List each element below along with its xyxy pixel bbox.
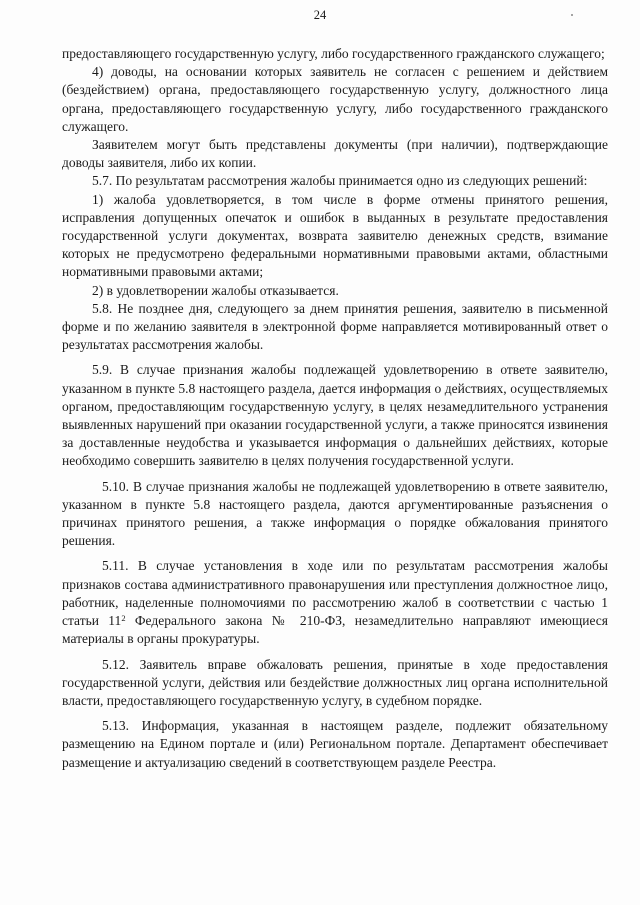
paragraph-documents: Заявителем могут быть представлены документы (при наличии), подтверждающие доводы заявителя, либо их копии.: [62, 137, 608, 171]
document-body: [62, 45, 608, 772]
paragraph-item-4: 4) доводы, на основании которых заявитель не согласен с решением и действием (бездействием) органа, предоставляющего государственную услугу, должностного лица органа, предоставляющего государственную услугу, либо государственного гражданского служащего.: [62, 64, 608, 134]
paragraph-5-10: 5.10. В случае признания жалобы не подлежащей удовлетворению в ответе заявителю, указанном в пункте 5.8 настоящего раздела, даются аргументированные разъяснения о причинах принятого решения, а также информация о порядке обжалования принятого решения.: [62, 478, 608, 549]
paragraph-5-9: 5.9. В случае признания жалобы подлежащей удовлетворению в ответе заявителю, указанном в пункте 5.8 настоящего раздела, дается информация о действиях, осуществляемых органом, предоставляющим государственную услугу, в целях незамедлительного устранения выявленных нарушений при оказании государственной услуги, а также приносятся извинения за доставленные неудобства и указывается информация о дальнейших действиях, которые необходимо совершить заявителю в целях получения государственной услуги.: [62, 362, 608, 469]
paragraph-5-11-text-end: Федерального закона № 210-ФЗ, незамедлительно направляют имеющиеся материалы в органы прокуратуры.: [62, 613, 609, 647]
scan-speck: [571, 14, 573, 16]
paragraph-5-11: [62, 557, 608, 648]
paragraph-5-11-text: 5.11. В случае установления в ходе или по результатам рассмотрения жалобы признаков состава административного правонарушения или преступления должностное лицо, работник, наделенные полномочиями по рассмотрению жалоб в соответствии с частью 1 статьи 11: [62, 558, 608, 629]
paragraph-5-7: 5.7. По результатам рассмотрения жалобы принимается одно из следующих решений:: [92, 173, 588, 189]
paragraph-5-13: 5.13. Информация, указанная в настоящем разделе, подлежит обязательному размещению на Едином портале и (или) Региональном портале. Департамент обеспечивает размещение и актуализацию сведений в соответствующем разделе Реестра.: [62, 718, 608, 770]
paragraph-5-8: 5.8. Не позднее дня, следующего за днем принятия решения, заявителю в письменной форме и по желанию заявителя в электронной форме направляется мотивированный ответ о результатах рассмотрения жалобы.: [62, 300, 608, 353]
paragraph-continuation: предоставляющего государственную услугу, либо государственного гражданского служащего;: [62, 46, 605, 61]
paragraph-5-12: 5.12. Заявитель вправе обжаловать решения, принятые в ходе предоставления государственной услуги, действия или бездействие должностных лиц органа исполнительной власти, предоставляющего государственную услугу, в судебном порядке.: [62, 656, 608, 708]
superscript: 2: [121, 613, 126, 624]
paragraph-5-7-item-2: 2) в удовлетворении жалобы отказывается.: [92, 282, 339, 298]
page-number: 24: [313, 8, 327, 22]
paragraph-5-7-item-1: 1) жалоба удовлетворяется, в том числе в форме отмены принятого решения, исправления допущенных опечаток и ошибок в выданных в результате предоставления государственной услуги документах, возврата заявителю денежных средств, взимание которых не предусмотрено федеральными нормативными правовыми актами, областными нормативными правовыми актами;: [62, 191, 608, 280]
